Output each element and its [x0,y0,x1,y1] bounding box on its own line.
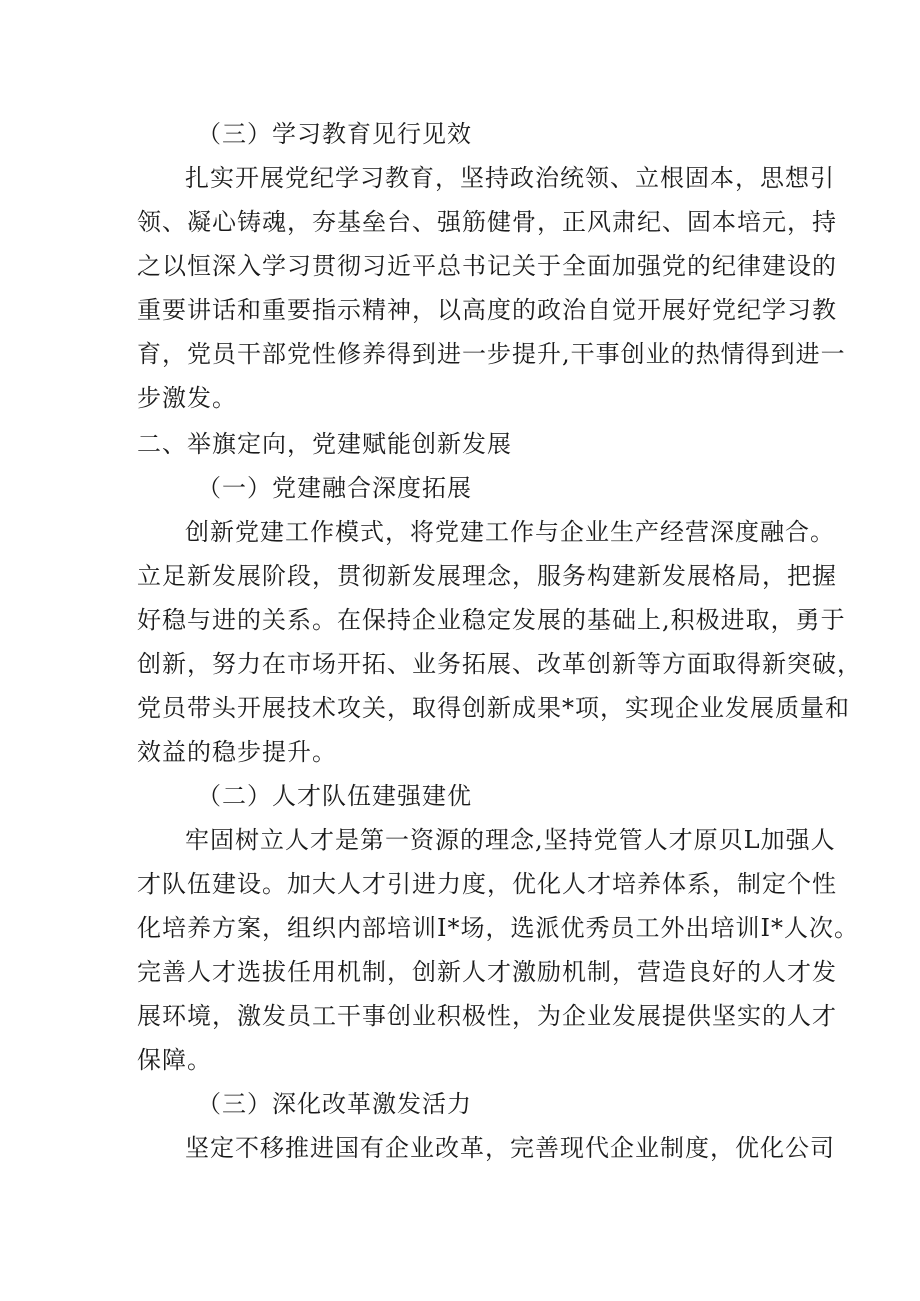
paragraph [137,156,846,420]
section-heading: 二、举旗定向，党建赋能创新发展 [137,430,512,458]
paragraph-line: 育，党员干部党性修养得到进一步提升,干事创业的热情得到进一 [137,340,846,368]
paragraph-line: 创新，努力在市场开拓、业务拓展、改革创新等方面取得新突破， [137,650,862,678]
paragraph-line: 扎实开展党纪学习教育，坚持政治统领、立根固本，思想引 [185,164,835,192]
paragraph-line: 完善人才选拔任用机制，创新人才激励机制，营造良好的人才发 [137,958,837,986]
paragraph-line: 立足新发展阶段，贯彻新发展理念，服务构建新发展格局，把握 [137,562,837,590]
paragraph [137,818,859,1082]
paragraph-line: 好稳与进的关系。在保持企业稳定发展的基础上,积极进取，勇于 [137,606,846,634]
paragraph-line: 牢固树立人才是第一资源的理念,坚持党管人才原贝L加强人 [185,826,836,854]
subsection-heading: （一）党建融合深度拓展 [197,474,472,502]
paragraph-line: 展环境，激发员工干事创业积极性，为企业发展提供坚实的人才 [137,1002,837,1030]
paragraph [137,1126,835,1170]
subsection-heading: （二）人才队伍建强建优 [197,782,472,810]
paragraph [137,510,862,774]
paragraph-line: 保障。 [137,1046,212,1074]
subsection-heading: （三）学习教育见行见效 [197,120,472,148]
paragraph-line: 效益的稳步提升。 [137,738,337,766]
subsection-heading: （三）深化改革激发活力 [197,1090,472,1118]
paragraph-line: 领、凝心铸魂，夯基垒台、强筋健骨，正风肃纪、固本培元，持 [137,208,837,236]
paragraph-line: 步激发。 [137,384,237,412]
paragraph-line: 坚定不移推进国有企业改革，完善现代企业制度，优化公司 [185,1134,835,1162]
paragraph-line: 才队伍建设。加大人才引进力度，优化人才培养体系，制定个性 [137,870,837,898]
paragraph-line: 化培养方案，组织内部培训I*场，选派优秀员工外出培训I*人次。 [137,914,859,942]
paragraph-line: 之以恒深入学习贯彻习近平总书记关于全面加强党的纪律建设的 [137,252,837,280]
paragraph-line: 党员带头开展技术攻关，取得创新成果*项，实现企业发展质量和 [137,694,850,722]
paragraph-line: 重要讲话和重要指示精神，以高度的政治自觉开展好党纪学习教 [137,296,837,324]
paragraph-line: 创新党建工作模式，将党建工作与企业生产经营深度融合。 [185,518,835,546]
